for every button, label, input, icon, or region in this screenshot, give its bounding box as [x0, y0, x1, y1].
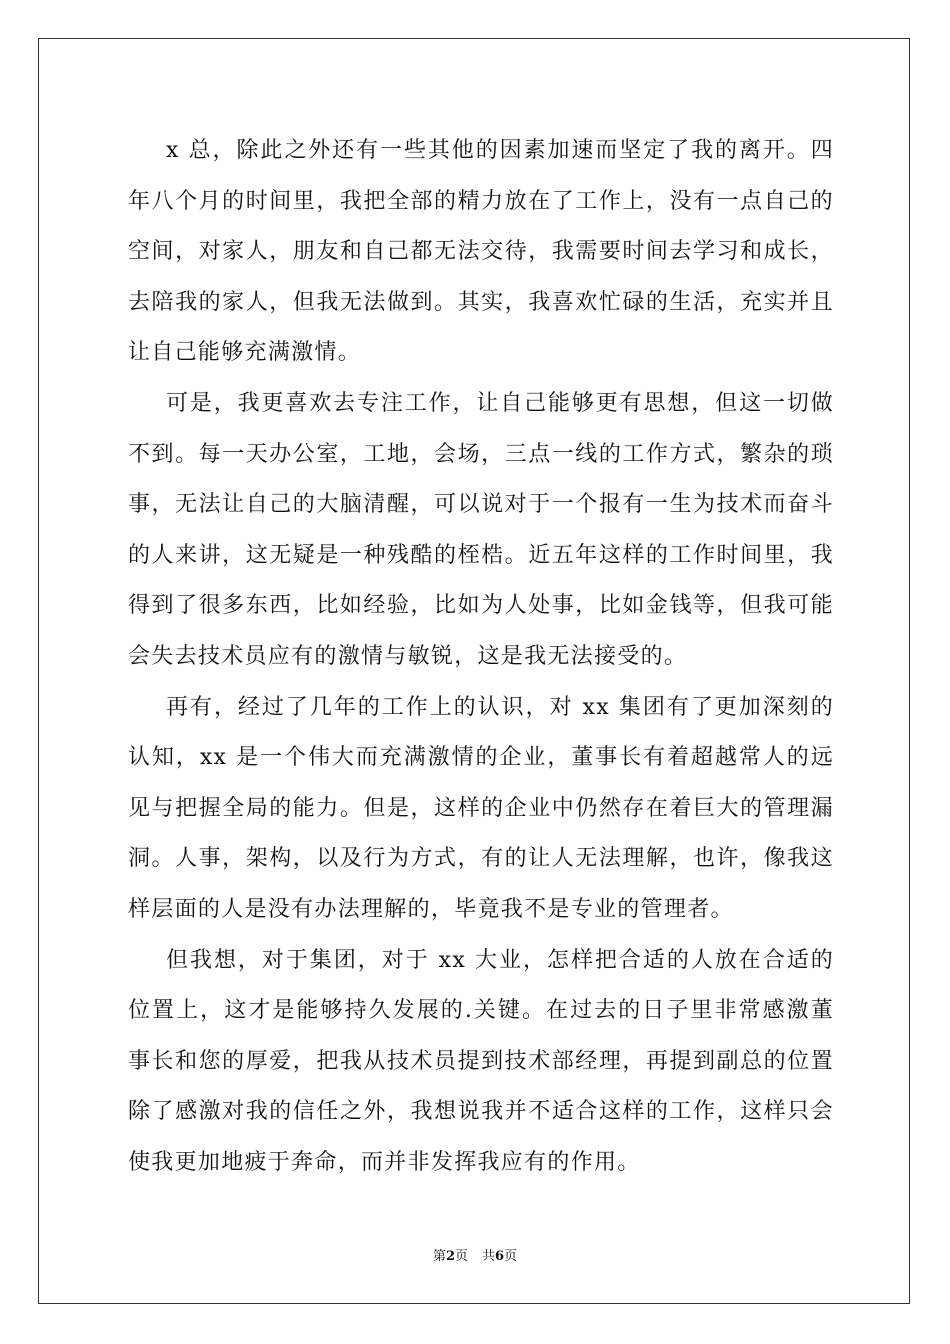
text-line: 再有，经过了几年的工作上的认识，对 xx 集团有了更加深刻的: [166, 694, 834, 720]
text-line: 但我想，对于集团，对于 xx 大业，怎样把合适的人放在合适的: [166, 947, 834, 973]
text-line: 的人来讲，这无疑是一种残酷的桎梏。近五年这样的工作时间里，我: [128, 542, 834, 568]
text-line: 得到了很多东西，比如经验，比如为人处事，比如金钱等，但我可能: [128, 593, 834, 619]
text-line: 样层面的人是没有办法理解的，毕竟我不是专业的管理者。: [128, 896, 734, 922]
page-prefix: 第: [432, 1249, 446, 1264]
text-line: x 总，除此之外还有一些其他的因素加速而坚定了我的离开。四: [166, 138, 834, 163]
text-line: 空间，对家人，朋友和自己都无法交待，我需要时间去学习和成长，: [128, 239, 834, 265]
text-line: 不到。每一天办公室，工地，会场，三点一线的工作方式，繁杂的琐: [128, 441, 834, 467]
total-suffix: 页: [504, 1249, 518, 1264]
total-prefix: 共: [482, 1249, 496, 1264]
text-line: 洞。人事，架构，以及行为方式，有的让人无法理解，也许，像我这: [128, 846, 834, 872]
page-suffix: 页: [454, 1249, 468, 1264]
text-line: 认知，xx 是一个伟大而充满激情的企业，董事长有着超越常人的远: [128, 745, 834, 771]
page-footer: [0, 1245, 950, 1264]
text-line: 见与把握全局的能力。但是，这样的企业中仍然存在着巨大的管理漏: [128, 795, 834, 821]
text-line: 让自己能够充满激情。: [128, 340, 362, 366]
text-line: 除了感激对我的信任之外，我想说我并不适合这样的工作，这样只会: [128, 1099, 834, 1125]
text-line: 年八个月的时间里，我把全部的精力放在了工作上，没有一点自己的: [128, 188, 834, 214]
document-body: [128, 126, 834, 1188]
total-pages: 6: [495, 1249, 505, 1264]
paragraph: [128, 379, 834, 683]
text-line: 位置上，这才是能够持久发展的.关键。在过去的日子里非常感激董: [128, 998, 834, 1024]
paragraph: [128, 126, 834, 379]
paragraph: [128, 936, 834, 1189]
page-number: 2: [445, 1249, 455, 1264]
text-line: 可是，我更喜欢去专注工作，让自己能够更有思想，但这一切做: [166, 390, 834, 416]
text-line: 会失去技术员应有的激情与敏锐，这是我无法接受的。: [128, 643, 688, 669]
text-line: 去陪我的家人，但我无法做到。其实，我喜欢忙碌的生活，充实并且: [128, 289, 834, 315]
text-line: 事，无法让自己的大脑清醒，可以说对于一个报有一生为技术而奋斗: [128, 492, 834, 518]
paragraph: [128, 683, 834, 936]
text-line: 使我更加地疲于奔命，而并非发挥我应有的作用。: [128, 1149, 641, 1175]
text-line: 事长和您的厚爱，把我从技术员提到技术部经理，再提到副总的位置: [128, 1048, 834, 1074]
